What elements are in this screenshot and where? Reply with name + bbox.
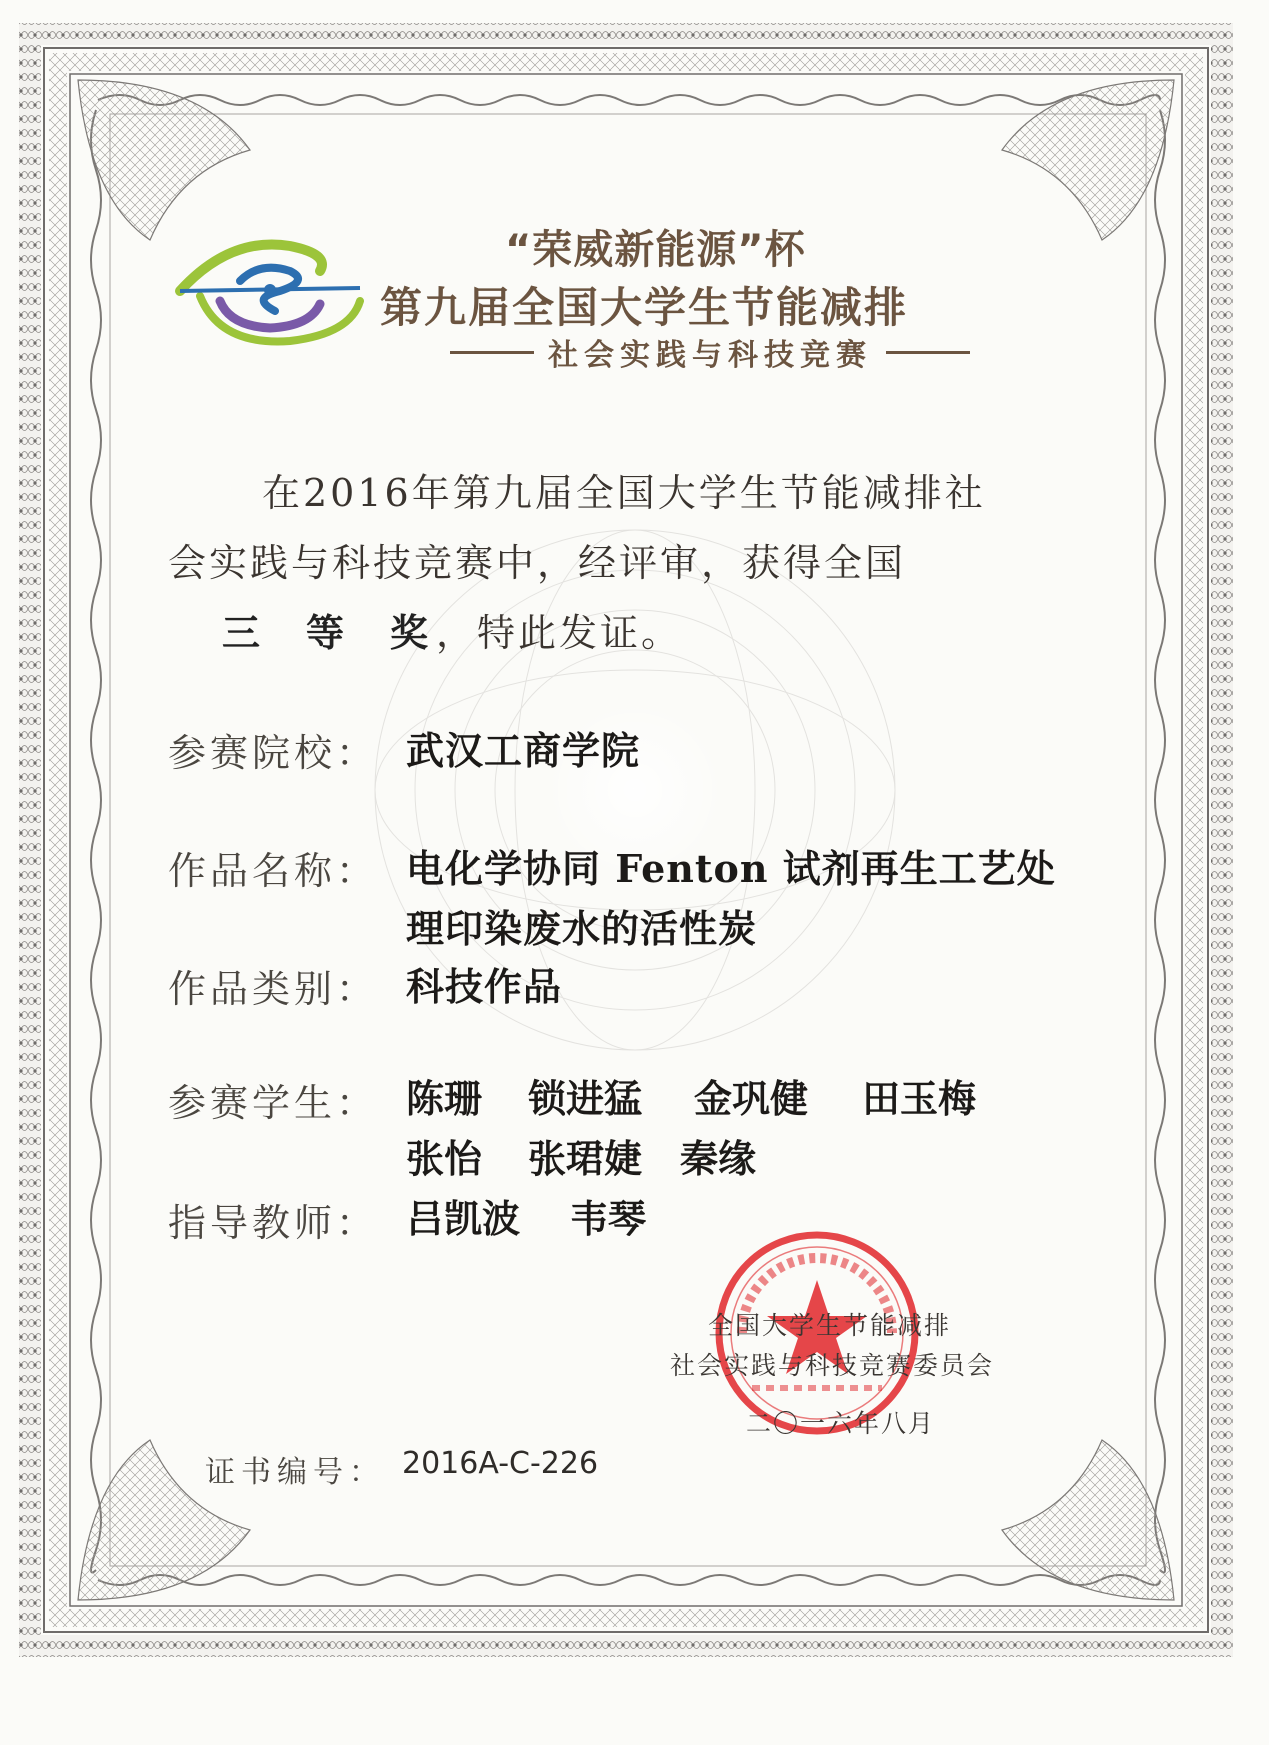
student-name: 陈珊	[406, 1076, 483, 1121]
issuer-line-2: 社会实践与科技竞赛委员会	[670, 1351, 995, 1380]
work-name-line-2: 理印染废水的活性炭	[406, 906, 758, 951]
award-char-3: 奖	[390, 610, 429, 655]
competition-subtitle: 社会实践与科技竞赛	[548, 338, 872, 373]
certificate-text-line-3-suffix: ，特此发证。	[436, 611, 683, 655]
advisors-label: 指导教师：	[168, 1201, 379, 1245]
title-dash-right	[886, 351, 970, 354]
student-name: 田玉梅	[862, 1076, 977, 1121]
category-value: 科技作品	[406, 964, 563, 1009]
award-char-2: 等	[306, 610, 345, 655]
certificate-number-label: 证书编号：	[205, 1455, 385, 1490]
work-name-line-1: 电化学协同 Fenton 试剂再生工艺处	[406, 846, 1056, 891]
school-label: 参赛院校：	[168, 731, 379, 775]
competition-title: 第九届全国大学生节能减排	[380, 283, 909, 332]
advisor-name: 韦琴	[570, 1196, 647, 1241]
student-name: 张珺婕	[528, 1136, 643, 1181]
school-value: 武汉工商学院	[406, 728, 641, 773]
student-name: 秦缘	[680, 1136, 757, 1181]
title-dash-left	[450, 351, 534, 354]
issue-date: 二〇一六年八月	[746, 1409, 936, 1438]
competition-cup-name: “荣威新能源”杯	[505, 227, 806, 273]
certificate-text-line-2: 会实践与科技竞赛中，经评审，获得全国	[168, 541, 907, 585]
award-char-1: 三	[222, 610, 261, 655]
category-label: 作品类别：	[168, 967, 379, 1011]
student-name: 锁进猛	[528, 1076, 643, 1121]
certificate-number-value: 2016A-C-226	[402, 1446, 599, 1481]
student-name: 金巩健	[694, 1076, 809, 1121]
competition-subtitle-row	[380, 332, 1040, 372]
work-name-label: 作品名称：	[168, 849, 379, 893]
students-label: 参赛学生：	[168, 1081, 379, 1125]
competition-logo-icon	[160, 226, 380, 356]
issuer-line-1: 全国大学生节能减排	[708, 1311, 952, 1340]
certificate-text-line-1: 在2016年第九届全国大学生节能减排社	[262, 471, 986, 515]
student-name: 张怡	[406, 1136, 483, 1181]
advisor-name: 吕凯波	[406, 1196, 521, 1241]
